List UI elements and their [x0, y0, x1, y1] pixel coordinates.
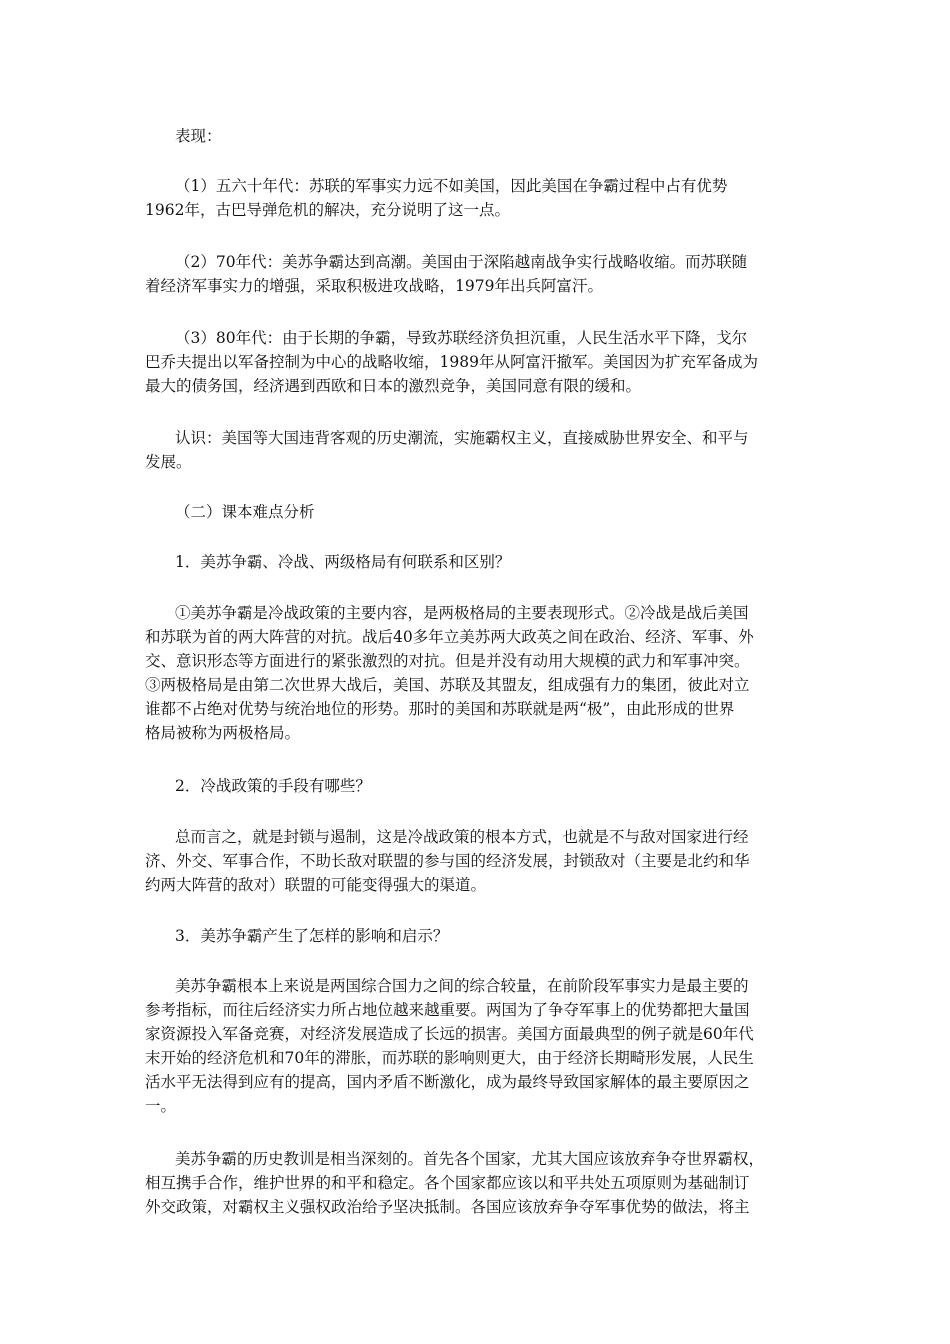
- paragraph-seventies: [145, 250, 815, 298]
- question-1: [145, 550, 815, 574]
- text-line: 参考指标，而往后经济实力所占地位越来越重要。两国为了争夺军事上的优势都把大量国: [145, 1001, 750, 1019]
- text-line: 总而言之，就是封锁与遏制，这是冷战政策的根本方式，也就是不与敌对国家进行经: [175, 828, 749, 846]
- answer-2: [145, 825, 815, 897]
- section-heading-difficulties: [145, 500, 815, 524]
- text-line: 约两大阵营的敌对）联盟的可能变得强大的渠道。: [145, 876, 487, 894]
- text-line: （1）五六十年代：苏联的军事实力远不如美国，因此美国在争霸过程中占有优势: [175, 177, 728, 195]
- text-line: 外交政策，对霸权主义强权政治给予坚决抵制。各国应该放弃争夺军事优势的做法，将主: [145, 1198, 750, 1216]
- text-line: （2）70年代：美苏争霸达到高潮。美国由于深陷越南战争实行战略收缩。而苏联随: [175, 253, 748, 271]
- text-line: （3）80年代：由于长期的争霸，导致苏联经济负担沉重，人民生活水平下降，戈尔: [175, 329, 748, 347]
- paragraph-renshi: [145, 426, 815, 474]
- text-line: 最大的债务国，经济遇到西欧和日本的激烈竞争，美国同意有限的缓和。: [145, 377, 642, 395]
- text-line: 1．美苏争霸、冷战、两级格局有何联系和区别？: [175, 553, 511, 571]
- text-line: 3．美苏争霸产生了怎样的影响和启示？: [175, 927, 449, 945]
- text-line: 美苏争霸的历史教训是相当深刻的。首先各个国家，尤其大国应该放弃争夺世界霸权，: [175, 1150, 765, 1168]
- text-line: 末开始的经济危机和70年的滞胀，而苏联的影响则更大，由于经济长期畸形发展，人民生: [145, 1049, 754, 1067]
- text-line: 家资源投入军备竞赛，对经济发展造成了长远的损害。美国方面最典型的例子就是60年代: [145, 1025, 754, 1043]
- question-2: [145, 774, 815, 798]
- text-line: 一。: [145, 1097, 177, 1115]
- answer-3-lessons: [145, 1147, 815, 1219]
- text-line: 活水平无法得到应有的提高，国内矛盾不断激化，成为最终导致国家解体的最主要原因之: [145, 1073, 750, 1091]
- text-line: 济、外交、军事合作，不助长敌对联盟的参与国的经济发展，封锁敌对（主要是北约和华: [145, 852, 750, 870]
- text-line: 谁都不占绝对优势与统治地位的形势。那时的美国和苏联就是两“极”，由此形成的世界: [145, 700, 735, 718]
- text-line: （二）课本难点分析: [175, 503, 315, 521]
- answer-3: [145, 974, 815, 1118]
- text-line: 认识：美国等大国违背客观的历史潮流，实施霸权主义，直接威胁世界安全、和平与: [175, 429, 749, 447]
- text-line: 表现：: [175, 127, 222, 145]
- text-line: 格局被称为两极格局。: [145, 724, 301, 742]
- text-line: 发展。: [145, 453, 192, 471]
- text-line: 和苏联为首的两大阵营的对抗。战后40多年立美苏两大政英之间在政治、经济、军事、外: [145, 628, 754, 646]
- text-line: ③两极格局是由第二次世界大战后，美国、苏联及其盟友，组成强有力的集团，彼此对立: [145, 676, 750, 694]
- text-line: 2．冷战政策的手段有哪些？: [175, 777, 371, 795]
- text-line: 1962年，古巴导弹危机的解决，充分说明了这一点。: [145, 201, 510, 219]
- text-line: 巴乔夫提出以军备控制为中心的战略收缩，1989年从阿富汗撤军。美国因为扩充军备成为: [145, 353, 758, 371]
- paragraph-eighties: [145, 326, 815, 398]
- text-line: 着经济军事实力的增强，采取积极进攻战略，1979年出兵阿富汗。: [145, 277, 603, 295]
- text-line: 交、意识形态等方面进行的紧张激烈的对抗。但是并没有动用大规模的武力和军事冲突。: [145, 652, 750, 670]
- paragraph-fifties-sixties: [145, 174, 815, 222]
- heading-biaoxian: [145, 124, 815, 148]
- answer-1: [145, 601, 815, 745]
- text-line: 美苏争霸根本上来说是两国综合国力之间的综合较量，在前阶段军事实力是最主要的: [175, 977, 749, 995]
- question-3: [145, 924, 815, 948]
- text-line: ①美苏争霸是冷战政策的主要内容，是两极格局的主要表现形式。②冷战是战后美国: [175, 604, 749, 622]
- text-line: 相互携手合作，维护世界的和平和稳定。各个国家都应该以和平共处五项原则为基础制订: [145, 1174, 750, 1192]
